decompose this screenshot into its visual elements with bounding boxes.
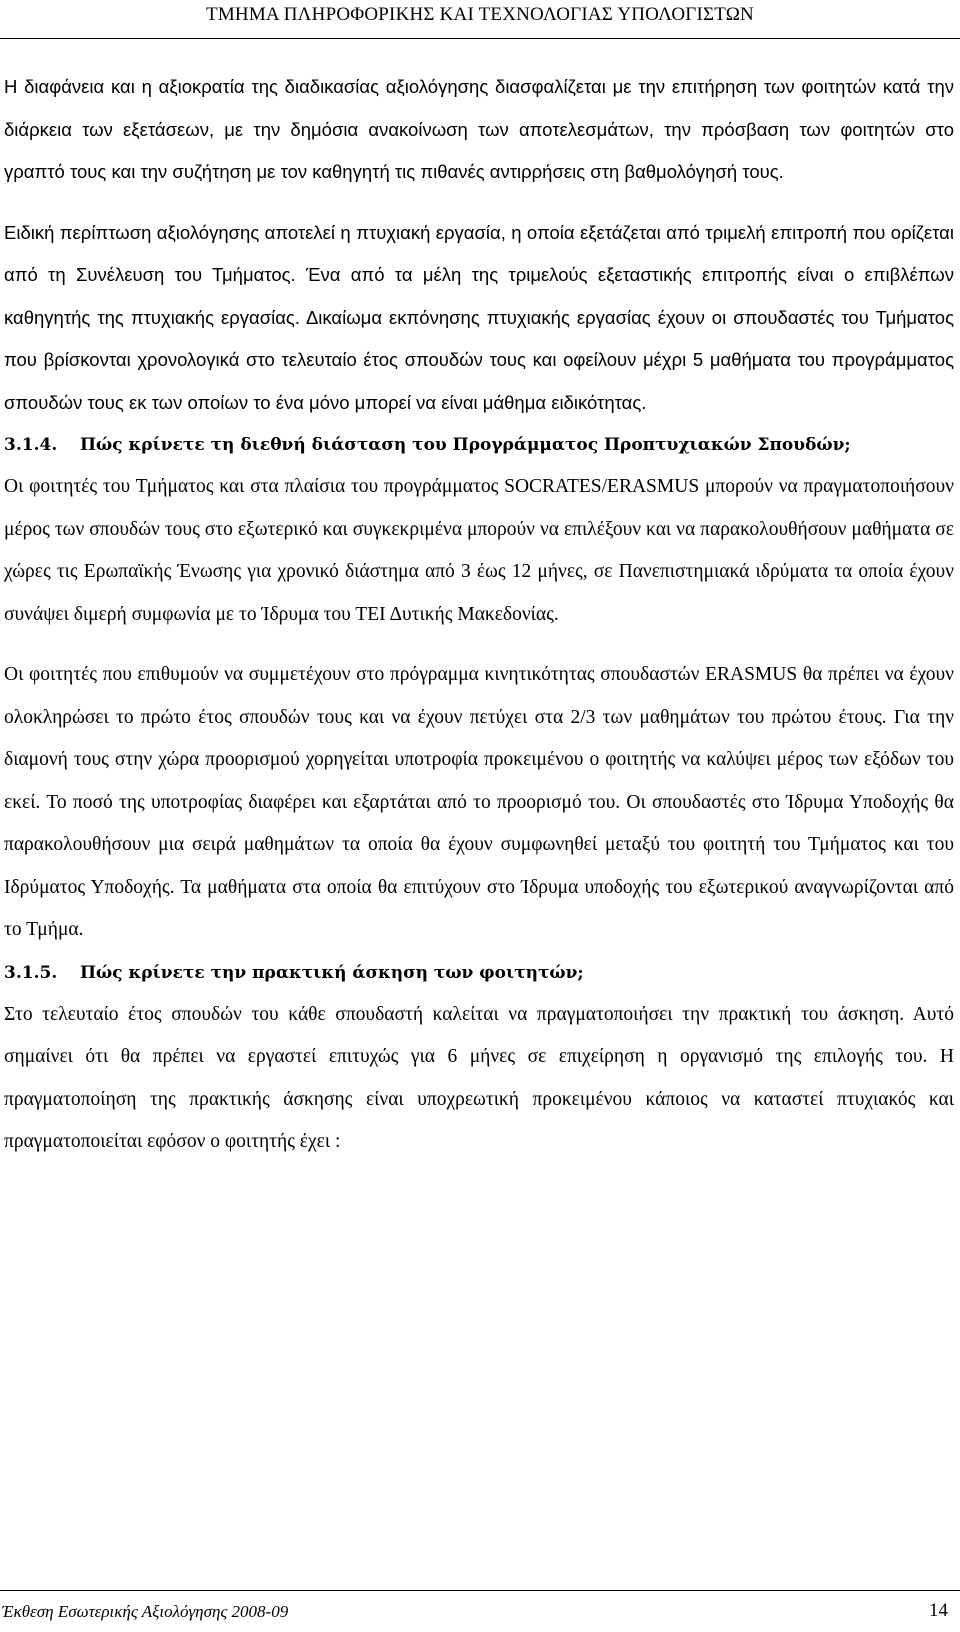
page-content [4,66,954,1164]
paragraph-gap [4,636,954,654]
footer-report-title: Έκθεση Εσωτερικής Αξιολόγησης 2008-09 [2,1602,289,1621]
page-number: 14 [929,1600,948,1621]
paragraph-thesis: Ειδική περίπτωση αξιολόγησης αποτελεί η πτυχιακή εργασία, η οποία εξετάζεται από τριμελή επιτροπή που ορίζεται από τη Συνέλευση του Τμήματος. Ένα από τα μέλη της τριμελούς εξεταστικής επιτροπής είναι ο επιβλέπων καθηγητής της πτυχιακής εργασίας. Δικαίωμα εκπόνησης πτυχιακής εργασίας έχουν οι σπουδαστές του Τμήματος που βρίσκονται χρονολογικά στο τελευταίο έτος σπουδών τους και οφείλουν μέχρι 5 μαθήματα του προγράμματος σπουδών τους εκ των οποίων το ένα μόνο μπορεί να είναι μάθημα ειδικότητας. [4,221,954,413]
section-number: 3.1.4. [4,435,58,455]
section-heading-3-1-5 [4,952,954,994]
paragraph-transparency: Η διαφάνεια και η αξιοκρατία της διαδικασίας αξιολόγησης διασφαλίζεται με την επιτήρηση των φοιτητών κατά την διάρκεια των εξετάσεων, με την δημόσια ανακοίνωση των αποτελεσμάτων, την πρόσβαση των φοιτητών στο γραπτό τους και την συζήτηση με τον καθηγητή τις πιθανές αντιρρήσεις στη βαθμολόγησή τους. [4,76,954,182]
section-title: Πώς κρίνετε την πρακτική άσκηση των φοιτητών; [80,962,584,983]
paragraph-internship: Στο τελευταίο έτος σπουδών του κάθε σπουδαστή καλείται να πραγματοποιήσει την πρακτική του άσκηση. Αυτό σημαίνει ότι θα πρέπει να εργαστεί επιτυχώς για 6 μήνες σε επιχείρηση η οργανισμό της επιλογής του. Η πραγματοποίηση της πρακτικής άσκησης είναι υποχρεωτική προκειμένου κάποιος να καταστεί πτυχιακός και πραγματοποιείται εφόσον ο φοιτητής έχει : [4,1003,954,1152]
section-number: 3.1.5. [4,962,58,983]
footer-divider [0,1590,960,1591]
running-header: ΤΜΗΜΑ ΠΛΗΡΟΦΟΡΙΚΗΣ ΚΑΙ ΤΕΧΝΟΛΟΓΙΑΣ ΥΠΟΛΟΓΙΣΤΩΝ [206,4,754,25]
paragraph-gap [4,194,954,212]
paragraph-mobility: Οι φοιτητές που επιθυμούν να συμμετέχουν στο πρόγραμμα κινητικότητας σπουδαστών ERASMUS θα πρέπει να έχουν ολοκληρώσει το πρώτο έτος σπουδών τους και να έχουν πετύχει στα 2/3 των μαθημάτων του πρώτου έτους. Για την διαμονή τους στην χώρα προορισμού χορηγείται υποτροφία προκειμένου ο φοιτητής να καλύψει μέρος των εξόδων του εκεί. Το ποσό της υποτροφίας διαφέρει και εξαρτάται από το προορισμό του. Οι σπουδαστές στο Ίδρυμα Υποδοχής θα παρακολουθήσουν μια σειρά μαθημάτων τα οποία θα έχουν συμφωνηθεί μεταξύ του φοιτητή του Τμήματος και του Ιδρύματος Υποδοχής. Τα μαθήματα στα οποία θα επιτύχουν στο Ίδρυμα υποδοχής του εξωτερικού αναγνωρίζονται από το Τμήμα. [4,664,954,940]
header-divider [0,38,960,39]
section-title: Πώς κρίνετε τη διεθνή διάσταση του Προγράμματος Προπτυχιακών Σπουδών; [80,435,851,455]
section-heading-3-1-4 [4,424,954,466]
paragraph-erasmus: Οι φοιτητές του Τμήματος και στα πλαίσια του προγράμματος SOCRATES/ERASMUS μπορούν να πραγματοποιήσουν μέρος των σπουδών τους στο εξωτερικό και συγκεκριμένα μπορούν να επιλέξουν και να παρακολουθήσουν μαθήματα σε χώρες τις Ερωπαϊκής Ένωσης για χρονικό διάστημα από 3 έως 12 μήνες, σε Πανεπιστημιακά ιδρύματα τα οποία έχουν συνάψει διμερή συμφωνία με το Ίδρυμα του ΤΕΙ Δυτικής Μακεδονίας. [4,476,954,625]
